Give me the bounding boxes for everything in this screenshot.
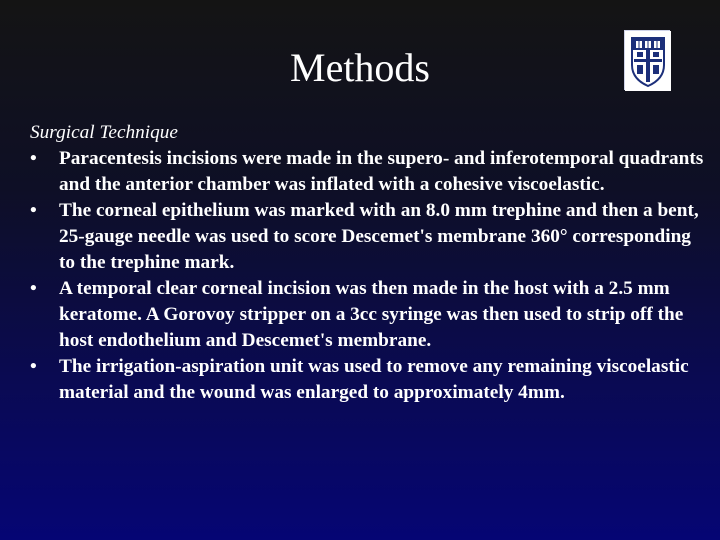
bullet-item <box>30 146 710 198</box>
bullet-item <box>30 198 710 276</box>
subheading: Surgical Technique <box>30 122 178 143</box>
bullet-icon: • <box>30 356 37 377</box>
bullet-text: The irrigation-aspiration unit was used to remove any remaining viscoelastic material and the wound was enlarged to approximately 4mm. <box>59 356 689 403</box>
bullet-text: A temporal clear corneal incision was then made in the host with a 2.5 mm keratome. A Gorovoy stripper on a 3cc syringe was then used to strip off the host endothelium and Descemet's membrane. <box>59 278 684 351</box>
bullet-item <box>30 354 710 406</box>
bullet-item <box>30 276 710 354</box>
bullet-list <box>30 146 710 406</box>
university-crest-icon <box>624 30 670 90</box>
bullet-text: Paracentesis incisions were made in the supero- and inferotemporal quadrants and the anterior chamber was inflated with a cohesive viscoelastic. <box>59 148 704 195</box>
slide-body <box>30 120 710 406</box>
bullet-icon: • <box>30 148 37 169</box>
bullet-text: The corneal epithelium was marked with an 8.0 mm trephine and then a bent, 25-gauge needle was used to score Descemet's membrane 360° corresponding to the trephine mark. <box>59 200 699 273</box>
bullet-icon: • <box>30 278 37 299</box>
slide-title: Methods <box>290 45 430 90</box>
bullet-icon: • <box>30 200 37 221</box>
